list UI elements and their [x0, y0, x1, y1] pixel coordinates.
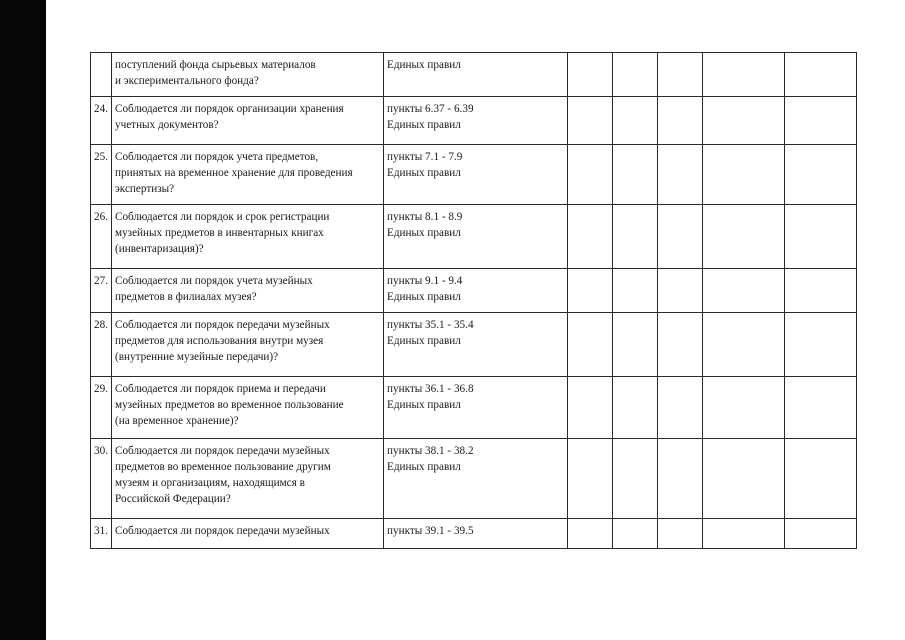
answer-yes-cell [568, 145, 613, 205]
answer-extra-cell [785, 439, 857, 519]
question-cell: Соблюдается ли порядок приема и передачи музейных предметов во временное пользование (на временное хранение)? [112, 377, 384, 439]
answer-no-cell [613, 519, 658, 549]
answer-extra-cell [785, 313, 857, 377]
table-row [91, 519, 857, 549]
row-number: 27. [91, 269, 112, 313]
reference-cell: пункты 36.1 - 36.8 Единых правил [384, 377, 568, 439]
reference-cell: пункты 38.1 - 38.2 Единых правил [384, 439, 568, 519]
answer-no-cell [613, 53, 658, 97]
reference-cell: пункты 7.1 - 7.9 Единых правил [384, 145, 568, 205]
answer-comment-cell [703, 519, 785, 549]
reference-cell: пункты 9.1 - 9.4 Единых правил [384, 269, 568, 313]
answer-na-cell [658, 377, 703, 439]
answer-no-cell [613, 205, 658, 269]
answer-yes-cell [568, 97, 613, 145]
answer-yes-cell [568, 519, 613, 549]
reference-cell: пункты 39.1 - 39.5 [384, 519, 568, 549]
question-cell: Соблюдается ли порядок передачи музейных предметов во временное пользование другим музеям и организациям, находящимся в Российской Федерации? [112, 439, 384, 519]
question-cell: Соблюдается ли порядок и срок регистрации музейных предметов в инвентарных книгах (инвентаризация)? [112, 205, 384, 269]
table-row [91, 145, 857, 205]
row-number: 30. [91, 439, 112, 519]
table-row [91, 269, 857, 313]
answer-na-cell [658, 53, 703, 97]
answer-no-cell [613, 377, 658, 439]
row-number: 31. [91, 519, 112, 549]
answer-no-cell [613, 439, 658, 519]
answer-extra-cell [785, 377, 857, 439]
answer-na-cell [658, 205, 703, 269]
answer-no-cell [613, 269, 658, 313]
answer-comment-cell [703, 205, 785, 269]
reference-cell: пункты 6.37 - 6.39 Единых правил [384, 97, 568, 145]
reference-cell: пункты 8.1 - 8.9 Единых правил [384, 205, 568, 269]
checklist-table [90, 52, 857, 549]
answer-extra-cell [785, 205, 857, 269]
answer-yes-cell [568, 205, 613, 269]
answer-yes-cell [568, 53, 613, 97]
scan-left-border [0, 0, 46, 640]
answer-no-cell [613, 313, 658, 377]
row-number: 29. [91, 377, 112, 439]
answer-comment-cell [703, 53, 785, 97]
answer-no-cell [613, 97, 658, 145]
table-row [91, 439, 857, 519]
answer-extra-cell [785, 53, 857, 97]
table-row [91, 205, 857, 269]
answer-extra-cell [785, 269, 857, 313]
answer-na-cell [658, 145, 703, 205]
question-cell: поступлений фонда сырьевых материалов и экспериментального фонда? [112, 53, 384, 97]
table-row [91, 313, 857, 377]
reference-cell: Единых правил [384, 53, 568, 97]
row-number: 26. [91, 205, 112, 269]
answer-comment-cell [703, 313, 785, 377]
answer-extra-cell [785, 97, 857, 145]
answer-na-cell [658, 439, 703, 519]
row-number: 24. [91, 97, 112, 145]
row-number: 28. [91, 313, 112, 377]
question-cell: Соблюдается ли порядок передачи музейных [112, 519, 384, 549]
answer-comment-cell [703, 145, 785, 205]
row-number: 25. [91, 145, 112, 205]
question-cell: Соблюдается ли порядок организации хранения учетных документов? [112, 97, 384, 145]
question-cell: Соблюдается ли порядок учета предметов, принятых на временное хранение для проведения экспертизы? [112, 145, 384, 205]
answer-comment-cell [703, 97, 785, 145]
question-cell: Соблюдается ли порядок учета музейных предметов в филиалах музея? [112, 269, 384, 313]
answer-na-cell [658, 97, 703, 145]
question-cell: Соблюдается ли порядок передачи музейных предметов для использования внутри музея (внутренние музейные передачи)? [112, 313, 384, 377]
table-row [91, 377, 857, 439]
answer-yes-cell [568, 313, 613, 377]
answer-na-cell [658, 519, 703, 549]
answer-na-cell [658, 269, 703, 313]
answer-no-cell [613, 145, 658, 205]
row-number [91, 53, 112, 97]
document-page [46, 0, 905, 640]
table-row [91, 53, 857, 97]
reference-cell: пункты 35.1 - 35.4 Единых правил [384, 313, 568, 377]
answer-extra-cell [785, 519, 857, 549]
answer-comment-cell [703, 377, 785, 439]
table-row [91, 97, 857, 145]
answer-yes-cell [568, 377, 613, 439]
answer-yes-cell [568, 439, 613, 519]
answer-comment-cell [703, 269, 785, 313]
answer-extra-cell [785, 145, 857, 205]
answer-na-cell [658, 313, 703, 377]
checklist-rows [91, 53, 857, 549]
answer-yes-cell [568, 269, 613, 313]
answer-comment-cell [703, 439, 785, 519]
